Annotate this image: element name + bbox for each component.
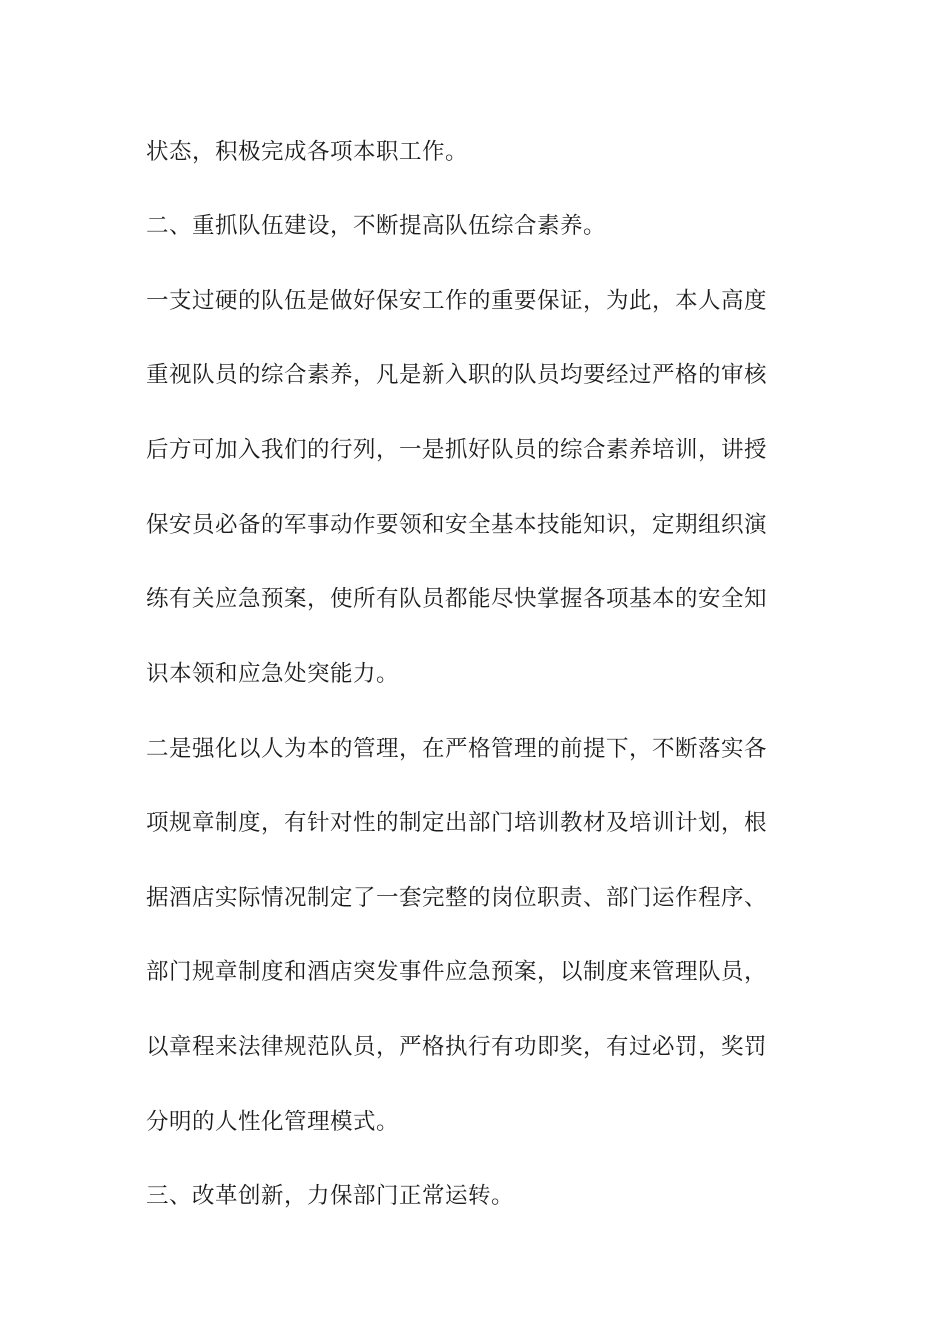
text-line: 练有关应急预案，使所有队员都能尽快掌握各项基本的安全知	[146, 586, 768, 612]
text-line: 项规章制度，有针对性的制定出部门培训教材及培训计划，根	[146, 810, 768, 836]
text-line: 状态，积极完成各项本职工作。	[146, 139, 469, 165]
text-line: 重视队员的综合素养，凡是新入职的队员均要经过严格的审核	[146, 362, 768, 388]
text-line: 据酒店实际情况制定了一套完整的岗位职责、部门运作程序、	[146, 885, 768, 911]
section-heading: 二、重抓队伍建设，不断提高队伍综合素养。	[146, 213, 607, 239]
text-line: 保安员必备的军事动作要领和安全基本技能知识，定期组织演	[146, 512, 768, 538]
text-line: 以章程来法律规范队员，严格执行有功即奖，有过必罚，奖罚	[146, 1034, 768, 1060]
text-line: 识本领和应急处突能力。	[146, 661, 400, 687]
section-heading: 三、改革创新，力保部门正常运转。	[146, 1183, 515, 1209]
text-line: 一支过硬的队伍是做好保安工作的重要保证，为此，本人高度	[146, 288, 768, 314]
text-line: 分明的人性化管理模式。	[146, 1109, 400, 1135]
text-line: 二是强化以人为本的管理，在严格管理的前提下，不断落实各	[146, 736, 768, 762]
text-line: 部门规章制度和酒店突发事件应急预案，以制度来管理队员，	[146, 959, 768, 985]
text-line: 后方可加入我们的行列，一是抓好队员的综合素养培训，讲授	[146, 437, 768, 463]
